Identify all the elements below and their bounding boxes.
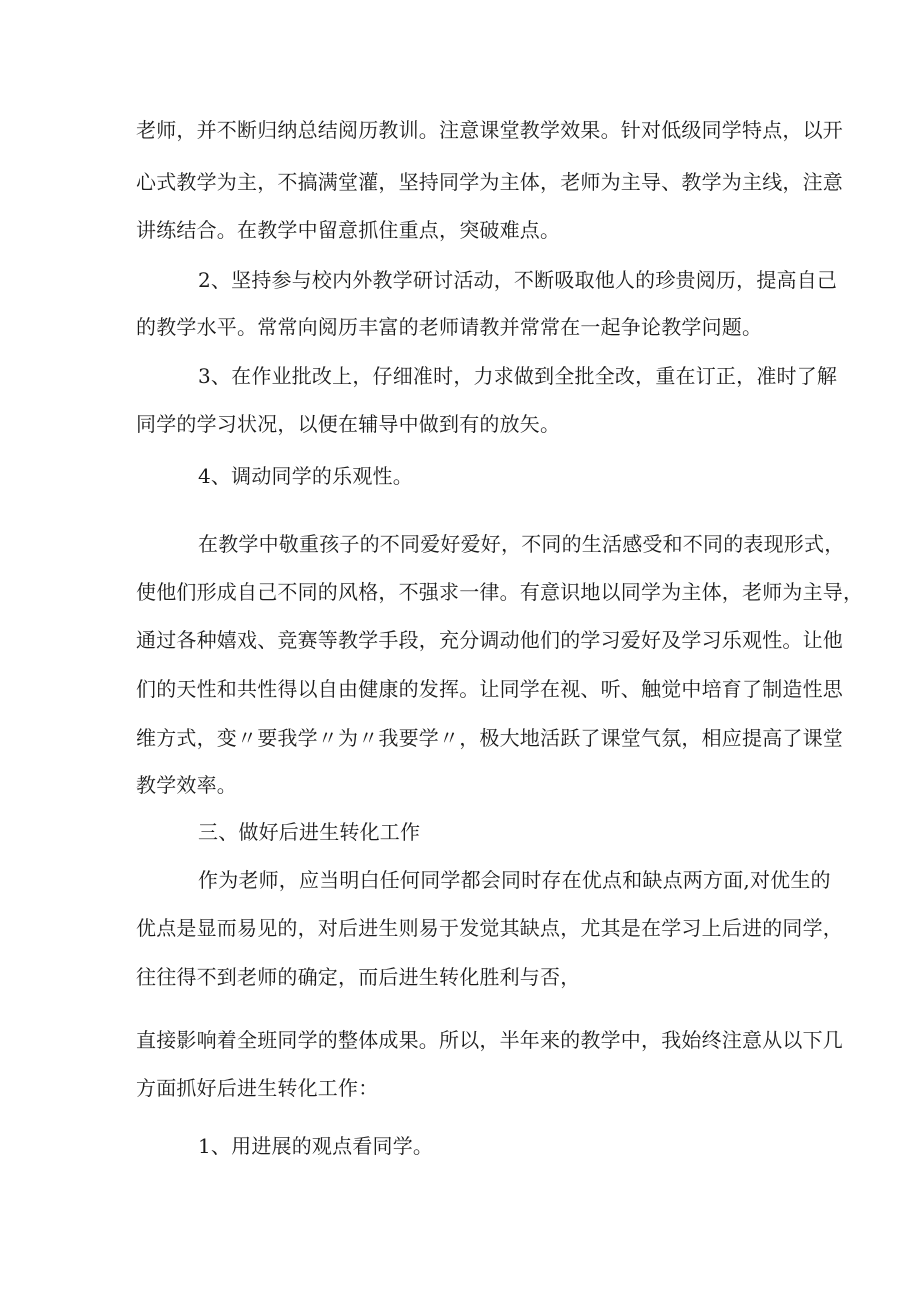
paragraph-line: 直接影响着全班同学的整体成果。所以，半年来的教学中，我始终注意从以下几 — [136, 1028, 843, 1052]
list-item-line: 2、坚持参与校内外教学研讨活动，不断吸取他人的珍贵阅历，提高自己 — [198, 268, 838, 292]
paragraph-line: 的教学水平。常常向阅历丰富的老师请教并常常在一起争论教学问题。 — [136, 315, 763, 339]
paragraph-line: 讲练结合。在教学中留意抓住重点，突破难点。 — [136, 218, 561, 242]
list-item-line: 3、在作业批改上，仔细准时，力求做到全批全改，重在订正，准时了解 — [198, 364, 838, 388]
paragraph-line: 心式教学为主，不搞满堂灌，坚持同学为主体，老师为主导、教学为主线，注意 — [136, 170, 843, 194]
paragraph-line: 维方式，变〃要我学〃为〃我要学〃，极大地活跃了课堂气氛，相应提高了课堂 — [136, 726, 843, 750]
section-heading: 三、做好后进生转化工作 — [198, 820, 421, 844]
paragraph-line: 使他们形成自己不同的风格，不强求一律。有意识地以同学为主体，老师为主导， — [136, 580, 864, 604]
list-item-line: 4、调动同学的乐观性。 — [198, 464, 413, 488]
paragraph-line: 们的天性和共性得以自由健康的发挥。让同学在视、听、触觉中培育了制造性思 — [136, 677, 843, 701]
list-item-line: 1、用进展的观点看同学。 — [198, 1134, 434, 1158]
paragraph-line: 方面抓好后进生转化工作： — [136, 1076, 379, 1100]
paragraph-line: 同学的学习状况，以便在辅导中做到有的放矢。 — [136, 412, 561, 436]
paragraph-line: 优点是显而易见的，对后进生则易于发觉其缺点，尤其是在学习上后进的同学， — [136, 916, 843, 940]
paragraph-line: 往往得不到老师的确定，而后进生转化胜利与否， — [136, 965, 581, 989]
paragraph-line: 老师，并不断归纳总结阅历教训。注意课堂教学效果。针对低级同学特点，以开 — [136, 118, 843, 142]
paragraph-line: 教学效率。 — [136, 773, 237, 797]
paragraph-line: 通过各种嬉戏、竞赛等教学手段，充分调动他们的学习爱好及学习乐观性。让他 — [136, 628, 843, 652]
paragraph-line: 在教学中敬重孩子的不同爱好爱好，不同的生活感受和不同的表现形式， — [198, 532, 845, 556]
paragraph-line: 作为老师，应当明白任何同学都会同时存在优点和缺点两方面,对优生的 — [198, 868, 831, 892]
